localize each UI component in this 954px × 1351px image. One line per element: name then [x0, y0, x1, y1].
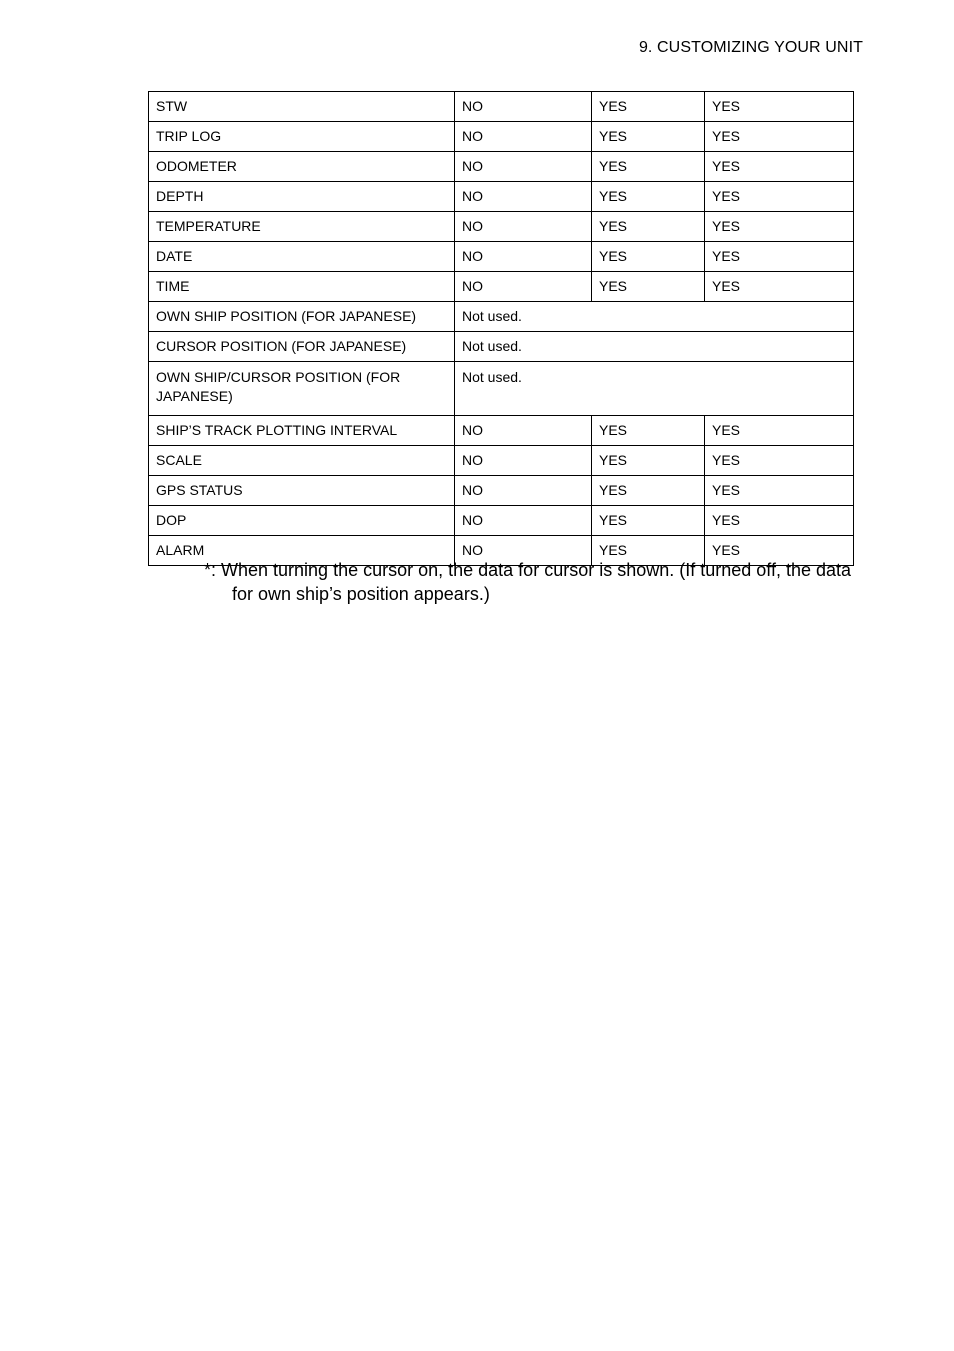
row-value: YES	[705, 272, 854, 302]
row-value: NO	[455, 122, 592, 152]
row-item: SHIP’S TRACK PLOTTING INTERVAL	[149, 416, 455, 446]
row-value: NO	[455, 182, 592, 212]
row-item: CURSOR POSITION (FOR JAPANESE)	[149, 332, 455, 362]
row-item: TRIP LOG	[149, 122, 455, 152]
row-item: DOP	[149, 506, 455, 536]
row-value: YES	[592, 536, 705, 566]
table-row	[149, 476, 854, 506]
row-item: OWN SHIP/CURSOR POSITION (FOR JAPANESE)	[149, 362, 455, 416]
row-value: YES	[592, 122, 705, 152]
row-value: YES	[592, 476, 705, 506]
row-value: YES	[705, 506, 854, 536]
row-item: SCALE	[149, 446, 455, 476]
row-note: Not used.	[455, 332, 854, 362]
row-value: YES	[705, 182, 854, 212]
table-row	[149, 506, 854, 536]
row-value: NO	[455, 272, 592, 302]
table-row	[149, 182, 854, 212]
row-item: ODOMETER	[149, 152, 455, 182]
data-display-table	[148, 91, 854, 566]
row-value: YES	[592, 152, 705, 182]
row-value: YES	[705, 536, 854, 566]
table-row	[149, 212, 854, 242]
table-row	[149, 272, 854, 302]
footnote: *: When turning the cursor on, the data for cursor is shown. (If turned off, the data for own ship’s position appears.)	[204, 560, 852, 604]
row-value: YES	[705, 122, 854, 152]
row-value: NO	[455, 476, 592, 506]
row-note: Not used.	[455, 362, 854, 416]
row-value: NO	[455, 152, 592, 182]
row-value: YES	[705, 416, 854, 446]
row-item: OWN SHIP POSITION (FOR JAPANESE)	[149, 302, 455, 332]
table-row	[149, 152, 854, 182]
row-value: YES	[592, 416, 705, 446]
table-row	[149, 362, 854, 416]
row-value: YES	[592, 506, 705, 536]
page-header: 9. CUSTOMIZING YOUR UNIT	[638, 39, 863, 56]
row-value: NO	[455, 92, 592, 122]
table-row	[149, 122, 854, 152]
table-row	[149, 242, 854, 272]
row-value: YES	[705, 242, 854, 272]
table-row	[149, 92, 854, 122]
row-note: Not used.	[455, 302, 854, 332]
row-value: NO	[455, 416, 592, 446]
row-value: NO	[455, 506, 592, 536]
row-value: NO	[455, 242, 592, 272]
row-value: NO	[455, 212, 592, 242]
table-row	[149, 446, 854, 476]
row-item: GPS STATUS	[149, 476, 455, 506]
row-value: YES	[705, 92, 854, 122]
row-value: YES	[705, 446, 854, 476]
row-item: STW	[149, 92, 455, 122]
row-value: YES	[592, 182, 705, 212]
row-value: YES	[592, 272, 705, 302]
row-item: ALARM	[149, 536, 455, 566]
row-item: DEPTH	[149, 182, 455, 212]
row-value: YES	[592, 242, 705, 272]
row-item: DATE	[149, 242, 455, 272]
table-row	[149, 416, 854, 446]
table-row	[149, 302, 854, 332]
row-value: YES	[592, 92, 705, 122]
row-value: YES	[705, 212, 854, 242]
row-value: YES	[592, 212, 705, 242]
row-value: NO	[455, 536, 592, 566]
row-item: TIME	[149, 272, 455, 302]
row-item: TEMPERATURE	[149, 212, 455, 242]
row-value: YES	[705, 476, 854, 506]
table-row	[149, 332, 854, 362]
row-value: YES	[592, 446, 705, 476]
row-value: NO	[455, 446, 592, 476]
row-value: YES	[705, 152, 854, 182]
